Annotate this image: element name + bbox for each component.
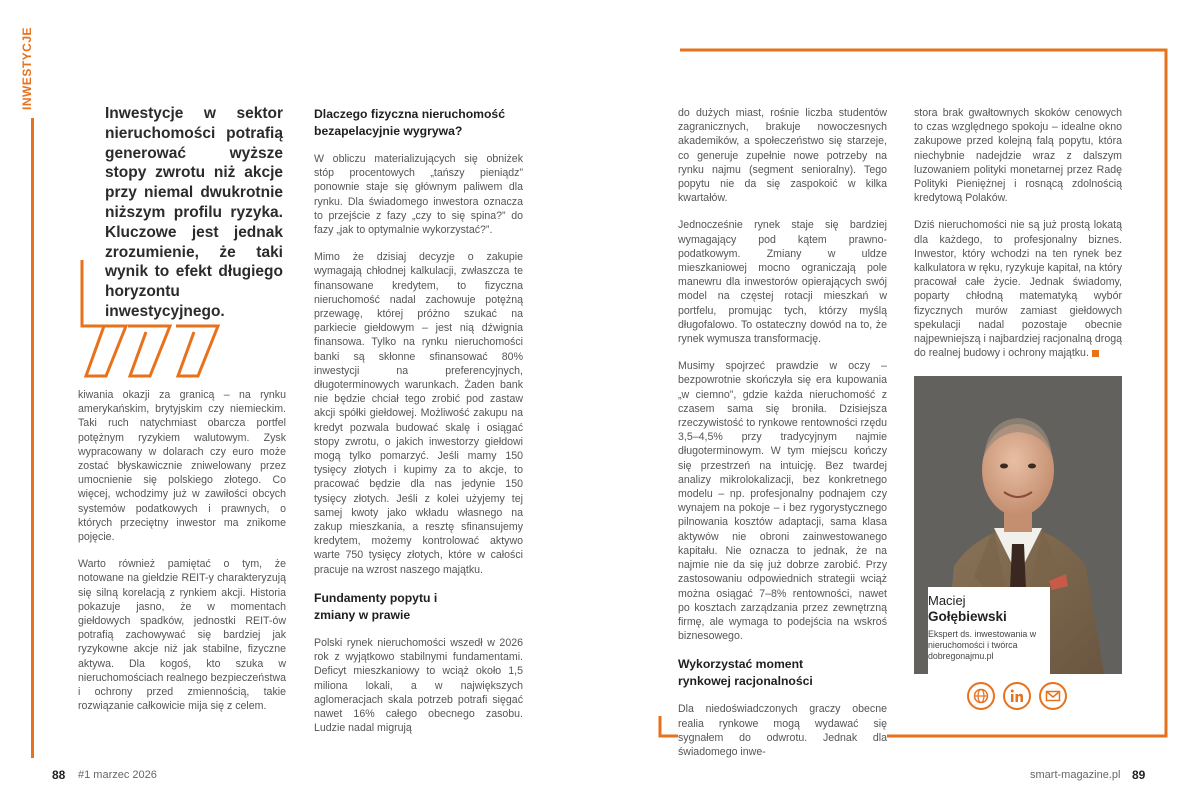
envelope-icon <box>1045 688 1061 704</box>
author-role: Ekspert ds. inwestowania w nieruchomości i twórca dobregonajmu.pl <box>928 629 1037 661</box>
author-last-name: Gołębiewski <box>928 609 1007 624</box>
issue-label: #1 marzec 2026 <box>78 769 157 781</box>
paragraph: Mimo że dzisiaj decyzje o zakupie wymagają chłodnej kalkulacji, zwłaszcza te finansowane kredytem, to fizyczna nieruchomość nadal zachowuje potężną przewagę, której próżno szukać na parkiecie giełdowym – jest nią dźwignia finansowa. Tylko na rynku nieruchomości banki są skłonne sfinansować 80% inwestycji na preferencyjnych, długoterminowych warunkach. Żaden bank nie będzie chciał tego zrobić pod zastaw akcji spółki giełdowej. Możliwość zakupu na kredyt pozwala budować skalę i osiągać stopy zwrotu, o jakich inwestorzy giełdowi mogą tylko pomarzyć. Jeśli mamy 150 tysięcy złotych i kupimy za to akcje, to pracować będzie dla nas jedynie 150 tysięcy złotych. Jeśli z kolei użyjemy tej samej kwoty jako wkładu własnego na zakup mieszkania, a resztę sfinansujemy kredytem, możemy kontrolować aktywo warte 750 tysięcy złotych, które w całości pracuje na wzrost naszego majątku. <box>314 251 523 576</box>
site-url: smart-magazine.pl <box>1030 769 1121 781</box>
globe-icon <box>973 688 989 704</box>
pull-quote: Inwestycje w sektor nieruchomości potrafią generować wyższe stopy zwrotu niż akcje przy niemal dwukrotnie niższym profilu ryzyka. Kluczowe jest jednak zrozumienie, że taki wynik to efekt długiego horyzontu inwestycyjnego. <box>105 105 283 320</box>
column-4 <box>914 106 1122 373</box>
email-icon[interactable] <box>1039 682 1067 710</box>
paragraph <box>914 218 1122 360</box>
website-icon[interactable] <box>967 682 995 710</box>
linkedin-icon[interactable] <box>1003 682 1031 710</box>
paragraph: Musimy spojrzeć prawdzie w oczy – bezpowrotnie skończyła się era kupowania „w ciemno”, gdzie każda nieruchomość z czasem sama się broniła. Dzisiejsza rzeczywistość to rynkowe rentowności rzędu 3,5–4,5% przy tradycyjnym najmie długoterminowym. W tym miejscu kończy się przestrzeń na intuicję. Bez twardej analizy mikrolokalizacji, bez konkretnego modelu – np. profesjonalny podnajem czy wynajem na pokoje – i bez rygorystycznego pilnowania kosztów adaptacji, sama klasa aktywów nie obroni zainwestowanego kapitału. Nie oznacza to jednak, że na najmie nie da się już dobrze zarobić. Przy zastosowaniu odpowiednich strategii wciąż można osiągać 7–8% rentowności, nawet po kosztach zarządzania przez zewnętrzną firmę, ale wymaga to podejścia na wskroś biznesowego. <box>678 360 887 643</box>
paragraph: Polski rynek nieruchomości wszedł w 2026 rok z wyjątkowo stabilnymi fundamentami. Deficyt mieszkaniowy to wciąż około 1,5 miliona lokali, a w największych aglomeracjach skala potrzeb potrafi sięgać nawet 16% całego obecnego zasobu. Ludzie nadal migrują <box>314 636 523 735</box>
author-caption <box>928 587 1050 675</box>
paragraph: do dużych miast, rośnie liczba studentów zagranicznych, brakuje nowoczesnych akademików, a społeczeństwo się starzeje, co generuje zupełnie nowe potrzeby na rynku najmu (segment senioralny). Tego popytu nie da się zaspokoić w kilka kwartałów. <box>678 107 887 205</box>
section-heading: Fundamenty popytu i zmiany w prawie <box>314 590 438 622</box>
end-mark-icon <box>1092 350 1099 357</box>
section-accent-bar <box>31 118 34 758</box>
paragraph: kiwania okazji za granicą – na rynku amerykańskim, brytyjskim czy niemieckim. Taki ruch natychmiast obarcza portfel potężnym ryzykiem walutowym. Zysk wypracowany w dolarach czy euro może zostać błyskawicznie zniwelowany przez umocnienie się polskiego złotego. Co więcej, wchodzimy już w zawiłości obcych systemów podatkowych i prawnych, o których przeciętny inwestor ma znikome pojęcie. <box>78 389 286 544</box>
column-2 <box>314 106 523 748</box>
paragraph: Dla niedoświadczonych graczy obecne realia rynkowe mogą wydawać się sygnałem do odwrotu. Jednak dla świadomego inwe- <box>678 703 887 758</box>
section-heading: Wykorzystać moment rynkowej racjonalności <box>678 657 813 689</box>
left-page-number: 88 <box>52 768 66 782</box>
linkedin-glyph-icon <box>1009 688 1025 704</box>
paragraph: stora brak gwałtownych skoków cenowych to czas względnego spokoju – idealne okno zakupowe przed kolejną falą popytu, która niechybnie nadejdzie wraz z dalszym luzowaniem polityki monetarnej przez Radę Polityki Pieniężnej i rosnącą zdolnością kredytową Polaków. <box>914 107 1122 205</box>
right-page-number: 89 <box>1132 768 1146 782</box>
section-label <box>20 26 44 110</box>
section-label-text: INWESTYCJE <box>20 26 34 110</box>
column-1 <box>78 388 286 726</box>
column-3 <box>678 106 887 772</box>
author-first-name: Maciej <box>928 593 966 608</box>
section-heading: Dlaczego fizyczna nieruchomość bezapelacyjnie wygrywa? <box>314 107 505 138</box>
paragraph: Jednocześnie rynek staje się bardziej wymagający pod kątem prawno-podatkowym. Zmiany w uldze mieszkaniowej mocno ograniczają pole manewru dla inwestorów opierających swój model na częstej rotacji mieszkań w portfelu, promując tych, którzy myślą długofalowo. To ostateczny dowód na to, że rynek wymusza transformację. <box>678 219 887 346</box>
paragraph-text: Dziś nieruchomości nie są już prostą lokatą dla każdego, to profesjonalny biznes. Inwestor, który wchodzi na ten rynek bez kalkulatora w ręku, ryzykuje kapitał, na który pracował całe życie. Jednak świadomy, poparty chłodną matematyką wybór fizycznych murów zamiast giełdowych spekulacji nadal pozostaje obecnie najpewniejszą i najbardziej racjonalną drogą do realnej budowy i ochrony majątku. <box>914 219 1122 360</box>
paragraph: Warto również pamiętać o tym, że notowane na giełdzie REIT-y charakteryzują się silną korelacją z rynkiem akcji. Historia pokazuje jasno, że w momentach giełdowych spadków, jednostki REIT-ów potrafią zachowywać się bardziej jak ryzykowne akcje niż jak stabilne, fizyczne aktywa. Dla kogoś, kto szuka w nieruchomościach realnego bezpieczeństwa i ochrony przed zmiennością, takie rozwiązanie całkowicie mija się z celem. <box>78 558 286 713</box>
paragraph: W obliczu materializujących się obniżek stóp procentowych „tańszy pieniądz” ponownie staje się głównym paliwem dla rynku. Dla świadomego inwestora oznacza to przejście z fazy „czy to się spina?” do fazy „jak to optymalnie wykorzystać?”. <box>314 153 523 237</box>
quote-mark-icon <box>80 258 230 382</box>
